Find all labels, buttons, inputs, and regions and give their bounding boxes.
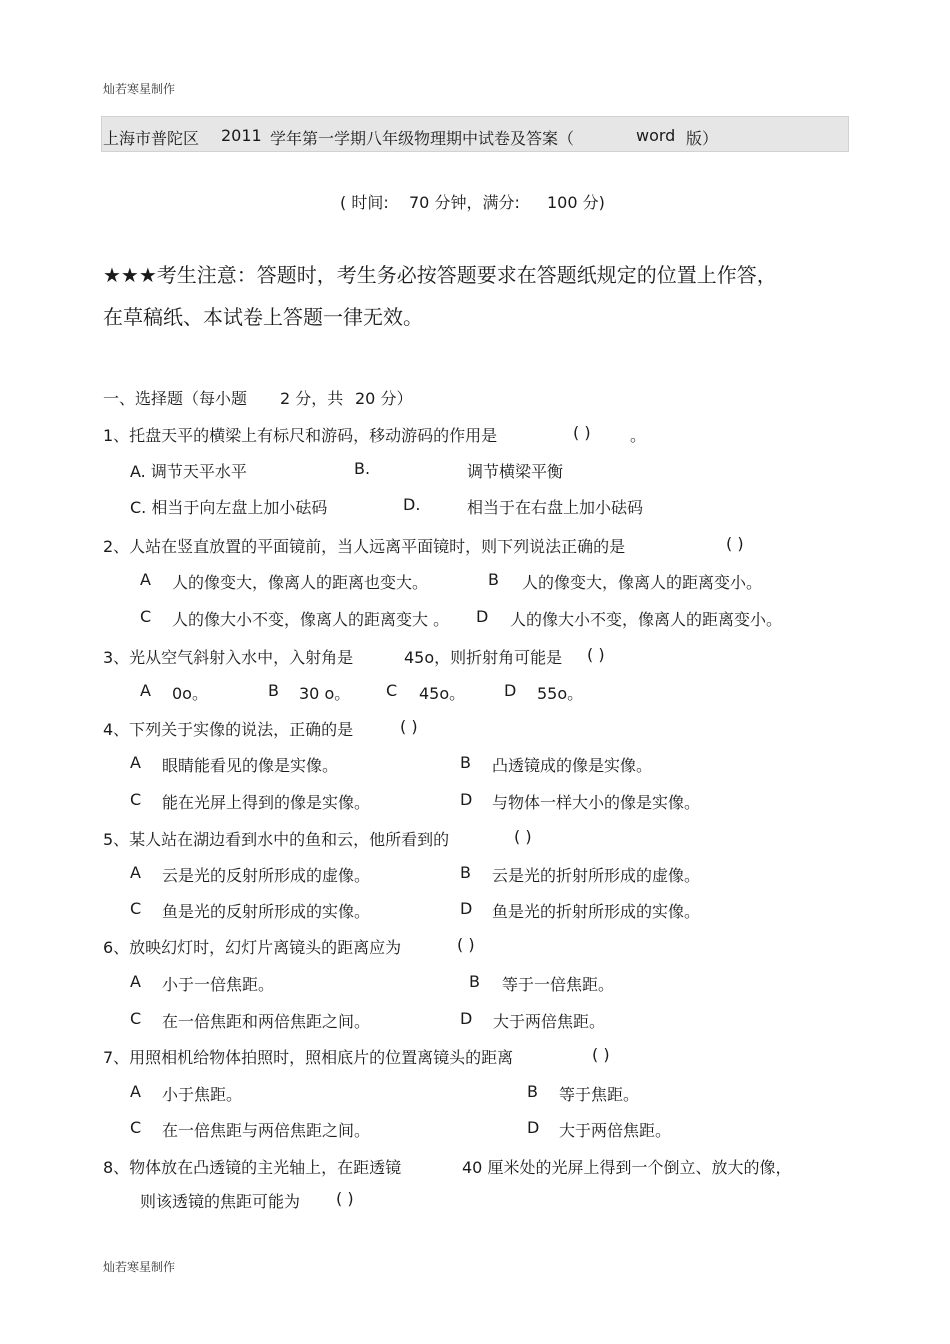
q7-option-b-text: 等于焦距。 xyxy=(559,1085,640,1104)
q2-option-d-letter: D xyxy=(476,607,489,626)
q1-option-d-letter: D. xyxy=(403,495,421,514)
q5-option-a-text: 云是光的反射所形成的虚像。 xyxy=(162,866,371,885)
q1-option-b-letter: B. xyxy=(354,459,371,478)
q5-option-b-text: 云是光的折射所形成的虚像。 xyxy=(492,866,701,885)
q3-option-a-letter: A xyxy=(140,681,151,700)
notice-line1: ★★★考生注意：答题时，考生务必按答题要求在答题纸规定的位置上作答， xyxy=(103,263,777,287)
q3-option-c-letter: C xyxy=(386,681,398,700)
q6-stem: 6、放映幻灯时，幻灯片离镜头的距离应为 xyxy=(103,938,402,957)
q1-option-c: C. 相当于向左盘上加小砝码 xyxy=(130,498,328,517)
q6-option-d-letter: D xyxy=(460,1009,473,1028)
q2-option-d-text: 人的像大小不变，像离人的距离变小。 xyxy=(510,610,783,629)
title-part1: 上海市普陀区 xyxy=(103,129,200,148)
title-year: 2011 xyxy=(221,126,262,145)
q3-option-d-text: 55o。 xyxy=(537,684,584,703)
section1-prefix: 一、选择题（每小题 xyxy=(103,389,248,408)
q6-option-a-letter: A xyxy=(130,972,141,991)
q3-option-c-text: 45o。 xyxy=(419,684,466,703)
q3-answer-paren: ( ) xyxy=(587,645,605,664)
q3-option-b-letter: B xyxy=(268,681,279,700)
q4-option-b-text: 凸透镜成的像是实像。 xyxy=(492,756,653,775)
q7-option-b-letter: B xyxy=(527,1082,538,1101)
time-score: 100 分) xyxy=(547,193,605,212)
q5-answer-paren: ( ) xyxy=(514,827,532,846)
q1-answer-paren: ( ) xyxy=(573,423,591,442)
q7-answer-paren: ( ) xyxy=(592,1045,610,1064)
q1-end: 。 xyxy=(630,426,647,445)
q3-option-a-text: 0o。 xyxy=(172,684,208,703)
section1-total: 20 分） xyxy=(355,389,413,408)
q4-option-a-letter: A xyxy=(130,753,141,772)
q6-option-b-letter: B xyxy=(469,972,480,991)
q5-option-a-letter: A xyxy=(130,863,141,882)
q4-option-c-letter: C xyxy=(130,790,142,809)
q3-option-d-letter: D xyxy=(504,681,517,700)
q5-option-c-letter: C xyxy=(130,899,142,918)
q7-option-a-letter: A xyxy=(130,1082,141,1101)
q4-option-b-letter: B xyxy=(460,753,471,772)
q7-option-c-text: 在一倍焦距与两倍焦距之间。 xyxy=(162,1121,371,1140)
q4-answer-paren: ( ) xyxy=(400,717,418,736)
q8-distance: 40 厘米处的光屏上得到一个倒立、放大的像， xyxy=(462,1158,792,1177)
header-maker-text: 灿若寒星制作 xyxy=(103,82,176,96)
q8-line2: 则该透镜的焦距可能为 xyxy=(140,1192,301,1211)
q7-stem: 7、用照相机给物体拍照时，照相底片的位置离镜头的距离 xyxy=(103,1048,514,1067)
q1-option-d-text: 相当于在右盘上加小砝码 xyxy=(467,498,644,517)
q6-option-d-text: 大于两倍焦距。 xyxy=(493,1012,606,1031)
q3-angle: 45o，则折射角可能是 xyxy=(404,648,563,667)
q5-option-d-text: 鱼是光的折射所形成的实像。 xyxy=(492,902,701,921)
q1-stem: 1、托盘天平的横梁上有标尺和游码，移动游码的作用是 xyxy=(103,426,498,445)
q8-stem: 8、物体放在凸透镜的主光轴上，在距透镜 xyxy=(103,1158,402,1177)
q8-answer-paren: ( ) xyxy=(336,1189,354,1208)
q5-option-b-letter: B xyxy=(460,863,471,882)
q1-option-a: A. 调节天平水平 xyxy=(130,462,247,481)
q5-option-d-letter: D xyxy=(460,899,473,918)
title-word: word xyxy=(636,126,676,145)
q6-option-c-letter: C xyxy=(130,1009,142,1028)
footer-maker-text: 灿若寒星制作 xyxy=(103,1260,176,1274)
q2-option-c-text: 人的像大小不变，像离人的距离变大 。 xyxy=(172,610,450,629)
title-part3: 版） xyxy=(686,129,719,148)
q5-option-c-text: 鱼是光的反射所形成的实像。 xyxy=(162,902,371,921)
q2-option-b-letter: B xyxy=(488,570,499,589)
q6-option-a-text: 小于一倍焦距。 xyxy=(162,975,275,994)
q1-option-b-text: 调节横梁平衡 xyxy=(467,462,564,481)
section1-points: 2 分，共 xyxy=(280,389,344,408)
title-part2: 学年第一学期八年级物理期中试卷及答案（ xyxy=(270,129,575,148)
q7-option-c-letter: C xyxy=(130,1118,142,1137)
q2-option-a-letter: A xyxy=(140,570,151,589)
q6-option-c-text: 在一倍焦距和两倍焦距之间。 xyxy=(162,1012,371,1031)
q4-stem: 4、下列关于实像的说法，正确的是 xyxy=(103,720,354,739)
q6-option-b-text: 等于一倍焦距。 xyxy=(502,975,615,994)
q2-option-a-text: 人的像变大，像离人的距离也变大。 xyxy=(172,573,429,592)
q4-option-a-text: 眼睛能看见的像是实像。 xyxy=(162,756,339,775)
q3-option-b-text: 30 o。 xyxy=(299,684,351,703)
q2-option-c-letter: C xyxy=(140,607,152,626)
q2-option-b-text: 人的像变大，像离人的距离变小。 xyxy=(522,573,763,592)
q7-option-d-text: 大于两倍焦距。 xyxy=(559,1121,672,1140)
q7-option-d-letter: D xyxy=(527,1118,540,1137)
q7-option-a-text: 小于焦距。 xyxy=(162,1085,243,1104)
time-minutes: 70 分钟，满分: xyxy=(409,193,520,212)
notice-line2: 在草稿纸、本试卷上答题一律无效。 xyxy=(103,305,423,329)
q4-option-d-letter: D xyxy=(460,790,473,809)
q4-option-d-text: 与物体一样大小的像是实像。 xyxy=(492,793,701,812)
q4-option-c-text: 能在光屏上得到的像是实像。 xyxy=(162,793,371,812)
q2-answer-paren: ( ) xyxy=(726,534,744,553)
q3-stem: 3、光从空气斜射入水中，入射角是 xyxy=(103,648,354,667)
time-open: ( 时间: xyxy=(340,193,389,212)
q6-answer-paren: ( ) xyxy=(457,935,475,954)
q2-stem: 2、人站在竖直放置的平面镜前，当人远离平面镜时，则下列说法正确的是 xyxy=(103,537,626,556)
q5-stem: 5、某人站在湖边看到水中的鱼和云，他所看到的 xyxy=(103,830,450,849)
